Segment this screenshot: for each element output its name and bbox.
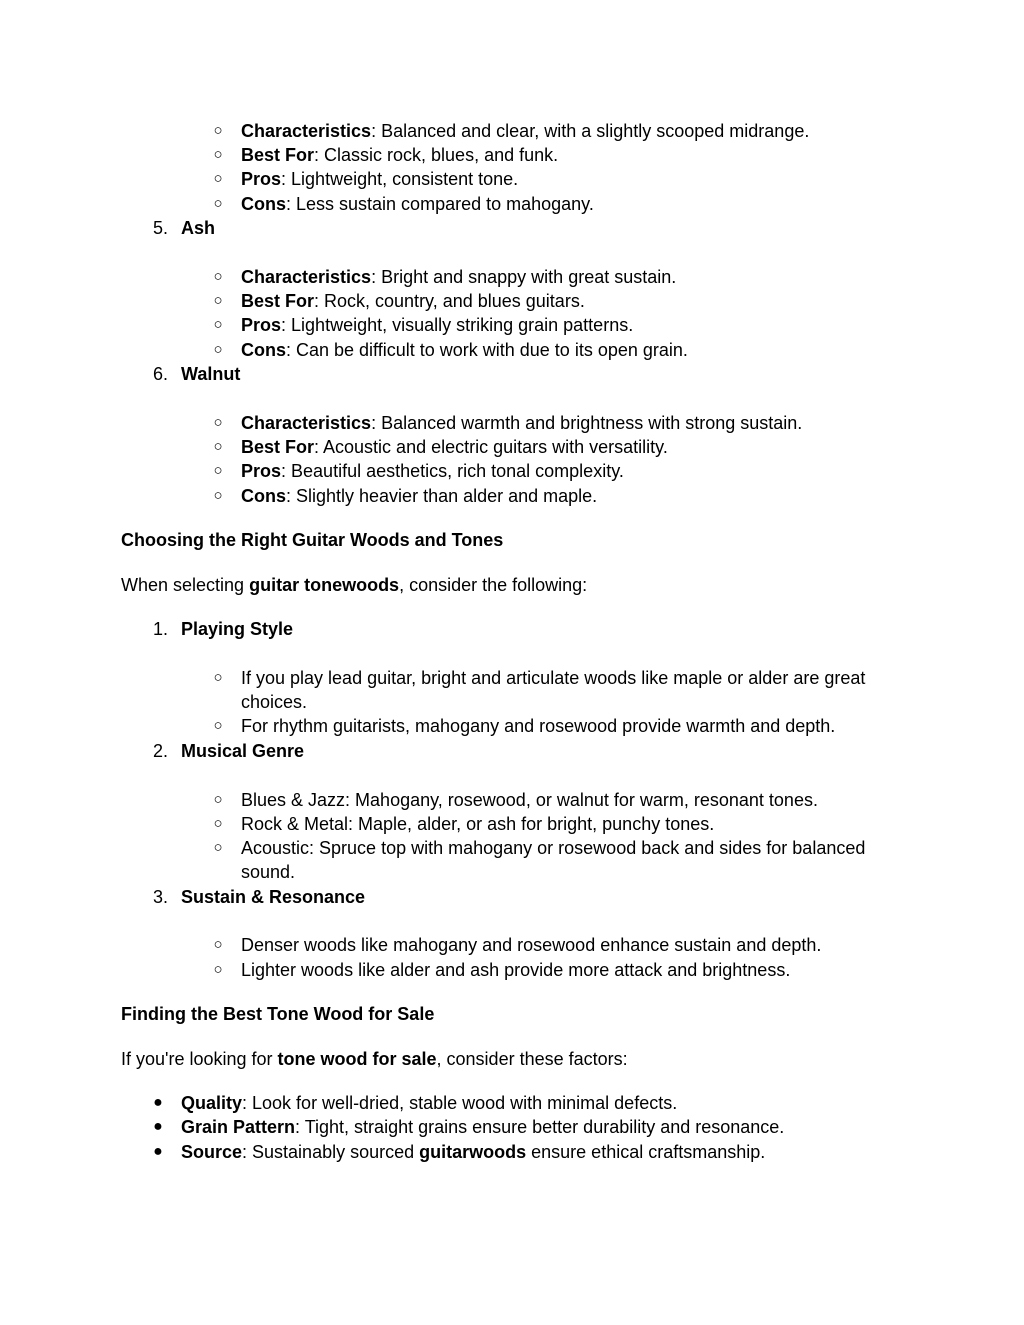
hollow-bullet-icon: ○ [213, 839, 223, 856]
hollow-bullet-icon: ○ [213, 717, 223, 734]
intro-text: If you're looking for [121, 1049, 278, 1069]
property-label: Cons [241, 340, 286, 360]
list-item-text: Lighter woods like alder and ash provide more attack and brightness. [241, 960, 791, 980]
item-number: 3. [152, 887, 168, 907]
item-number: 2. [152, 741, 168, 761]
item-title: Playing Style [181, 619, 294, 639]
hollow-bullet-icon: ○ [213, 936, 223, 953]
list-item-text: Blues & Jazz: Mahogany, rosewood, or walnut for warm, resonant tones. [241, 790, 818, 810]
item-title: Musical Genre [181, 741, 305, 761]
hollow-bullet-icon: ○ [213, 341, 223, 358]
hollow-bullet-icon: ○ [213, 292, 223, 309]
list-item-text: Acoustic: Spruce top with mahogany or rosewood back and sides for balanced [241, 838, 866, 858]
factor-label: Quality [181, 1093, 243, 1113]
property-label: Characteristics [241, 121, 372, 141]
property-text: : Lightweight, visually striking grain patterns. [281, 315, 634, 335]
factor-text: ensure ethical craftsmanship. [526, 1142, 766, 1162]
property-text: : Lightweight, consistent tone. [281, 169, 519, 189]
property-text: : Slightly heavier than alder and maple. [286, 486, 598, 506]
list-item-text: choices. [241, 692, 308, 712]
property-label: Best For [241, 145, 315, 165]
intro-keyword: tone wood for sale [277, 1049, 437, 1069]
property-label: Best For [241, 437, 315, 457]
hollow-bullet-icon: ○ [213, 791, 223, 808]
document-page: ○ Characteristics: Balanced and clear, with a slightly scooped midrange. ○ Best For: Classic rock, blues, and funk. ○ Pros: Lightweight, consistent tone. ○ Cons: Less sustain compared to mahogany. 5. Ash ○ Characteristics: Bright and snappy with great sustain. ○ Best For: Rock, country, and blues guitars. ○ Pros: Lightweight, visually striking grain patterns. ○ Cons: Can be difficult to work with due to its open grain. 6. Walnut ○ Characteristics: Balanced warmth and brightness with strong sustain. ○ Best For: Acoustic and electric guitars with versatility. ○ Pros: Beautiful aesthetics, rich tonal complexity. ○ Cons: Slightly heavier than alder and maple. Choosing the Right Guitar Woods and Tones When selecting guitar tonewoods, consider the following: 1. Playing Style ○ If you play lead guitar, bright and articulate woods like maple or alder are great choices. ○ For rhythm guitarists, mahogany and rosewood provide warmth and depth. 2. Musical Genre ○ Blues & Jazz: Mahogany, rosewood, or walnut for warm, resonant tones. ○ Rock & Metal: Maple, alder, or ash for bright, punchy tones. ○ Acoustic: Spruce top with mahogany or rosewood back and sides for balanced sound. 3. Sustain & Resonance ○ Denser woods like mahogany and rosewood enhance sustain and depth. ○ Lighter woods like alder and ash provide more attack and brightness. Finding the Best Tone Wood for Sale If you're looking for tone wood for sale, consider these factors: ● Quality: Look for well-dried, stable wood with minimal defects. ● Grain Pattern: Tight, straight grains ensure better durability and resonance. ● Source: Sustainably sourced guitarwoods ensure ethical craftsmanship. [121, 121, 866, 1162]
property-label: Characteristics [241, 267, 372, 287]
item-number: 5. [152, 218, 168, 238]
property-label: Pros [241, 315, 282, 335]
property-label: Characteristics [241, 413, 372, 433]
list-item-text: For rhythm guitarists, mahogany and rosewood provide warmth and depth. [241, 716, 836, 736]
property-text: : Rock, country, and blues guitars. [314, 291, 585, 311]
property-text: : Acoustic and electric guitars with versatility. [314, 437, 668, 457]
hollow-bullet-icon: ○ [213, 487, 223, 504]
list-item-text: sound. [241, 862, 296, 882]
list-item-text: If you play lead guitar, bright and articulate woods like maple or alder are great [241, 668, 866, 688]
hollow-bullet-icon: ○ [213, 414, 223, 431]
solid-bullet-icon: ● [153, 1143, 163, 1160]
list-item-text: Rock & Metal: Maple, alder, or ash for bright, punchy tones. [241, 814, 715, 834]
hollow-bullet-icon: ○ [213, 316, 223, 333]
property-label: Pros [241, 461, 282, 481]
hollow-bullet-icon: ○ [213, 122, 223, 139]
factor-label: Grain Pattern [181, 1117, 296, 1137]
hollow-bullet-icon: ○ [213, 438, 223, 455]
property-label: Best For [241, 291, 315, 311]
property-text: : Bright and snappy with great sustain. [371, 267, 677, 287]
hollow-bullet-icon: ○ [213, 815, 223, 832]
property-text: : Can be difficult to work with due to its open grain. [286, 340, 688, 360]
factor-text: : Sustainably sourced [242, 1142, 420, 1162]
hollow-bullet-icon: ○ [213, 961, 223, 978]
property-text: : Balanced warmth and brightness with strong sustain. [371, 413, 803, 433]
property-label: Cons [241, 194, 286, 214]
factor-label: Source [181, 1142, 243, 1162]
hollow-bullet-icon: ○ [213, 268, 223, 285]
factor-text: : Look for well-dried, stable wood with minimal defects. [242, 1093, 678, 1113]
intro-text: When selecting [121, 575, 250, 595]
wood-name: Ash [181, 218, 216, 238]
solid-bullet-icon: ● [153, 1118, 163, 1135]
wood-name: Walnut [181, 364, 241, 384]
hollow-bullet-icon: ○ [213, 170, 223, 187]
property-text: : Classic rock, blues, and funk. [314, 145, 559, 165]
item-number: 1. [152, 619, 168, 639]
property-label: Cons [241, 486, 286, 506]
list-item-text: Denser woods like mahogany and rosewood enhance sustain and depth. [241, 935, 822, 955]
intro-text: , consider these factors: [436, 1049, 628, 1069]
item-title: Sustain & Resonance [181, 887, 366, 907]
factor-keyword: guitarwoods [419, 1142, 527, 1162]
hollow-bullet-icon: ○ [213, 146, 223, 163]
factor-text: : Tight, straight grains ensure better durability and resonance. [295, 1117, 785, 1137]
intro-text: , consider the following: [399, 575, 588, 595]
property-label: Pros [241, 169, 282, 189]
property-text: : Less sustain compared to mahogany. [286, 194, 594, 214]
intro-keyword: guitar tonewoods [249, 575, 400, 595]
property-text: : Beautiful aesthetics, rich tonal complexity. [281, 461, 624, 481]
hollow-bullet-icon: ○ [213, 462, 223, 479]
property-text: : Balanced and clear, with a slightly scooped midrange. [371, 121, 810, 141]
hollow-bullet-icon: ○ [213, 195, 223, 212]
hollow-bullet-icon: ○ [213, 669, 223, 686]
solid-bullet-icon: ● [153, 1094, 163, 1111]
item-number: 6. [152, 364, 168, 384]
